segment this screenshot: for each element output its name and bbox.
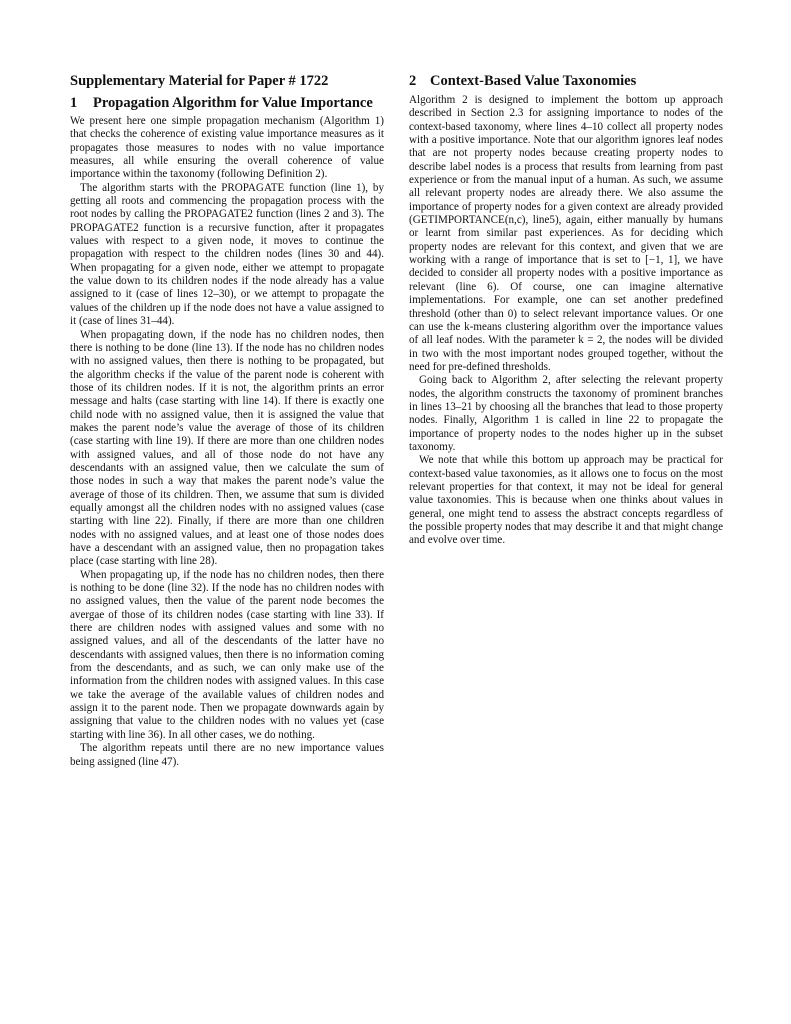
- section-2-heading: [409, 72, 723, 90]
- paragraph: The algorithm repeats until there are no new importance values being assigned (line 47).: [70, 742, 384, 768]
- section-2-number: 2: [409, 73, 417, 89]
- paragraph: When propagating down, if the node has no children nodes, then there is nothing to be done (line 13). If the node has no children nodes with no assigned values, then there is nothing to be propagated, but the algorithm checks if the value of the parent node is coherent with those of its children nodes. If it is not, the algorithm prints an error message and halts (case starting with line 14). If there is exactly one child node with no assigned value, then it is assigned the value that makes the parent node’s value the average of those of its children (case starting with line 19). If there are more than one children nodes with assigned values, and all of those node do not have any descendants with an assigned value, then we calculate the sum of those nodes in such a way that makes the parent node’s value the average of those of its children. Then, we assume that sum is divided equally amongst all the children nodes with no assigned values (case starting with line 22). Finally, if there are more than one children nodes with no assigned values, and at least one of those nodes does have a descendant with an assigned value, then no propagation takes place (case starting with line 28).: [70, 328, 384, 568]
- section-1-title: Propagation Algorithm for Value Importance: [93, 95, 373, 111]
- section-1-heading: [70, 94, 384, 112]
- paragraph: Going back to Algorithm 2, after selecting the relevant property nodes, the algorithm constructs the taxonomy of prominent branches in lines 13–21 by choosing all the branches that lead to those property nodes. Finally, Algorithm 1 is called in line 22 to propagate the importance of property nodes to the nodes higher up in the subset taxonomy.: [409, 374, 723, 453]
- paragraph: We present here one simple propagation mechanism (Algorithm 1) that checks the coherence of existing value importance measures as it propagates those measures to nodes with no value importance measures, all while ensuring the overall coherence of value importance within the taxonomy (following Definition 2).: [70, 115, 384, 181]
- paragraph: The algorithm starts with the PROPAGATE function (line 1), by getting all roots and commencing the propagation process with the root nodes by calling the PROPAGATE2 function (lines 2 and 3). The PROPAGATE2 function is a recursive function, after it propagates values with respect to a given node, it moves to continue the propagation with respect to the children nodes (lines 30 and 44). When propagating for a given node, either we attempt to propagate the value down to its children nodes if the node already has a value assigned to it (case of lines 12–30), or we attempt to propagate the values of the children up if the node does not have a value assigned to it (case of lines 31–44).: [70, 181, 384, 328]
- left-column: [70, 72, 384, 769]
- paragraph: Algorithm 2 is designed to implement the bottom up approach described in Section 2.3 for assigning importance to nodes of the context-based taxonomy, where lines 4–10 collect all property nodes with a positive importance. Note that our algorithm ignores leaf nodes that are not property nodes because creating property nodes to describe label nodes is a process that results from learning from past experience or from the manual input of a human. As such, we assume all relevant property nodes are already there. We also assume the importance of property nodes for a given context are already provided (GETIMPORTANCE(n,c), line5), again, either manually by humans or learnt from similar past experiences. As for deciding which property nodes are relevant for this context, and given that we are working with a range of importance that is set to [−1, 1], we have decided to consider all property nodes with a positive importance as relevant (line 6). Of course, one can imagine alternative implementations. For example, one can set another predefined threshold (other than 0) to select relevant importance values. Or one can use the k-means clustering algorithm over the importance values of all leaf nodes. With the parameter k = 2, the nodes will be divided in two with the most important nodes grouped together, without the need for pre-defined thresholds.: [409, 94, 723, 373]
- paragraph: We note that while this bottom up approach may be practical for context-based value taxonomies, as it allows one to focus on the most relevant properties for that context, it may not be ideal for general value taxonomies. This is because when one thinks about values in general, one might tend to assess the abstract concepts regardless of the possible property nodes that may describe it and that might change and evolve over time.: [409, 454, 723, 547]
- section-2-title: Context-Based Value Taxonomies: [430, 73, 637, 89]
- supplementary-header: Supplementary Material for Paper # 1722: [70, 73, 329, 89]
- paragraph: When propagating up, if the node has no children nodes, then there is nothing to be done (line 32). If the node has no children nodes with no assigned values, then the value of the parent node becomes the avergae of those of its children nodes (case starting with line 33). If there are children nodes with assigned values and some with no assigned values, and all of the descendants of the latter have no descendants with assigned values, then there is no information coming from the descendants, and as such, we can only make use of the information from the children nodes with assigned values. In this case we take the average of the available values of children nodes and assign it to the parent node. Then we propagate downwards again by assigning that value to the children nodes with no values yet (case starting with line 36). In all other cases, we do nothing.: [70, 568, 384, 741]
- right-column: [409, 72, 723, 548]
- section-1-number: 1: [70, 95, 78, 111]
